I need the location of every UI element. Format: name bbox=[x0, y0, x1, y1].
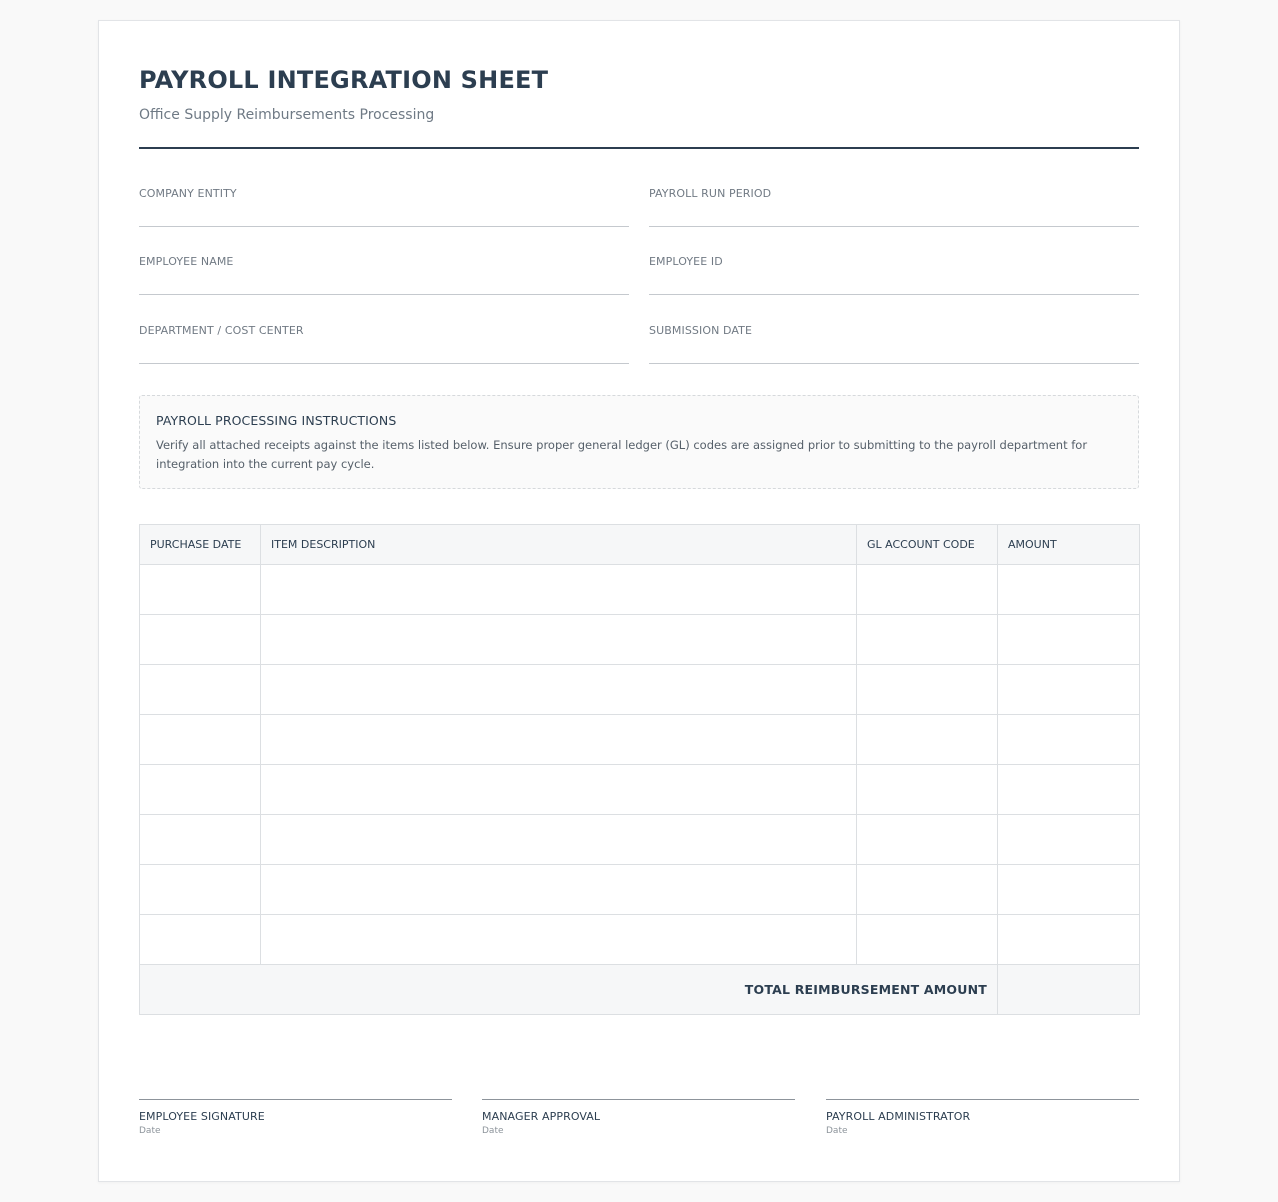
column-header-gl-account-code: GL ACCOUNT CODE bbox=[857, 525, 998, 565]
employee-signature-line[interactable] bbox=[139, 1099, 452, 1136]
purchase-date-cell[interactable] bbox=[140, 765, 261, 815]
column-header-amount: AMOUNT bbox=[998, 525, 1140, 565]
total-row bbox=[140, 965, 1140, 1015]
table-row bbox=[140, 715, 1140, 765]
gl-account-code-cell[interactable] bbox=[857, 615, 998, 665]
gl-account-code-cell[interactable] bbox=[857, 765, 998, 815]
amount-cell[interactable] bbox=[998, 565, 1140, 615]
item-description-cell[interactable] bbox=[261, 665, 857, 715]
item-description-cell[interactable] bbox=[261, 715, 857, 765]
gl-account-code-cell[interactable] bbox=[857, 715, 998, 765]
item-description-cell[interactable] bbox=[261, 615, 857, 665]
total-reimbursement-label: TOTAL REIMBURSEMENT AMOUNT bbox=[140, 965, 998, 1015]
amount-cell[interactable] bbox=[998, 615, 1140, 665]
page-subtitle: Office Supply Reimbursements Processing bbox=[139, 107, 435, 123]
item-description-cell[interactable] bbox=[261, 815, 857, 865]
item-description-cell[interactable] bbox=[261, 915, 857, 965]
purchase-date-cell[interactable] bbox=[140, 815, 261, 865]
submission-date-field[interactable] bbox=[649, 324, 1139, 364]
table-row bbox=[140, 765, 1140, 815]
payroll-run-period-label: PAYROLL RUN PERIOD bbox=[649, 187, 772, 200]
payroll-run-period-field[interactable] bbox=[649, 187, 1139, 227]
department-cost-center-field[interactable] bbox=[139, 324, 629, 364]
manager-approval-line[interactable] bbox=[482, 1099, 795, 1136]
column-header-item-description: ITEM DESCRIPTION bbox=[261, 525, 857, 565]
table-row bbox=[140, 665, 1140, 715]
title-divider bbox=[139, 147, 1139, 149]
instructions-body: Verify all attached receipts against the items listed below. Ensure proper general ledger (GL) codes are assigned prior to submitting to the payroll department for integration into the current pay cycle. bbox=[156, 438, 1088, 471]
item-description-cell[interactable] bbox=[261, 565, 857, 615]
manager-approval-date-label: Date bbox=[482, 1126, 504, 1136]
employee-name-label: EMPLOYEE NAME bbox=[139, 255, 234, 268]
amount-cell[interactable] bbox=[998, 915, 1140, 965]
table-row bbox=[140, 615, 1140, 665]
payroll-sheet bbox=[98, 20, 1180, 1182]
payroll-administrator-label: PAYROLL ADMINISTRATOR bbox=[826, 1110, 971, 1123]
amount-cell[interactable] bbox=[998, 815, 1140, 865]
gl-account-code-cell[interactable] bbox=[857, 865, 998, 915]
gl-account-code-cell[interactable] bbox=[857, 665, 998, 715]
reimbursement-table bbox=[139, 524, 1140, 1015]
column-header-purchase-date: PURCHASE DATE bbox=[140, 525, 261, 565]
purchase-date-cell[interactable] bbox=[140, 615, 261, 665]
purchase-date-cell[interactable] bbox=[140, 565, 261, 615]
employee-id-label: EMPLOYEE ID bbox=[649, 255, 723, 268]
employee-signature-label: EMPLOYEE SIGNATURE bbox=[139, 1110, 265, 1123]
table-row bbox=[140, 915, 1140, 965]
table-row bbox=[140, 565, 1140, 615]
company-entity-field[interactable] bbox=[139, 187, 629, 227]
employee-id-field[interactable] bbox=[649, 255, 1139, 295]
purchase-date-cell[interactable] bbox=[140, 915, 261, 965]
purchase-date-cell[interactable] bbox=[140, 865, 261, 915]
amount-cell[interactable] bbox=[998, 715, 1140, 765]
payroll-administrator-line[interactable] bbox=[826, 1099, 1139, 1136]
table-row bbox=[140, 815, 1140, 865]
employee-name-field[interactable] bbox=[139, 255, 629, 295]
page-title: PAYROLL INTEGRATION SHEET bbox=[139, 66, 549, 94]
table-row bbox=[140, 865, 1140, 915]
purchase-date-cell[interactable] bbox=[140, 665, 261, 715]
purchase-date-cell[interactable] bbox=[140, 715, 261, 765]
instructions-title: PAYROLL PROCESSING INSTRUCTIONS bbox=[156, 413, 397, 428]
employee-signature-date-label: Date bbox=[139, 1126, 161, 1136]
item-description-cell[interactable] bbox=[261, 765, 857, 815]
table-header-row bbox=[140, 525, 1140, 565]
gl-account-code-cell[interactable] bbox=[857, 815, 998, 865]
department-cost-center-label: DEPARTMENT / COST CENTER bbox=[139, 324, 304, 337]
payroll-administrator-date-label: Date bbox=[826, 1126, 848, 1136]
amount-cell[interactable] bbox=[998, 865, 1140, 915]
gl-account-code-cell[interactable] bbox=[857, 915, 998, 965]
submission-date-label: SUBMISSION DATE bbox=[649, 324, 753, 337]
company-entity-label: COMPANY ENTITY bbox=[139, 187, 237, 200]
item-description-cell[interactable] bbox=[261, 865, 857, 915]
total-amount-cell[interactable] bbox=[998, 965, 1140, 1015]
amount-cell[interactable] bbox=[998, 665, 1140, 715]
gl-account-code-cell[interactable] bbox=[857, 565, 998, 615]
amount-cell[interactable] bbox=[998, 765, 1140, 815]
instructions-box bbox=[139, 395, 1139, 489]
manager-approval-label: MANAGER APPROVAL bbox=[482, 1110, 601, 1123]
